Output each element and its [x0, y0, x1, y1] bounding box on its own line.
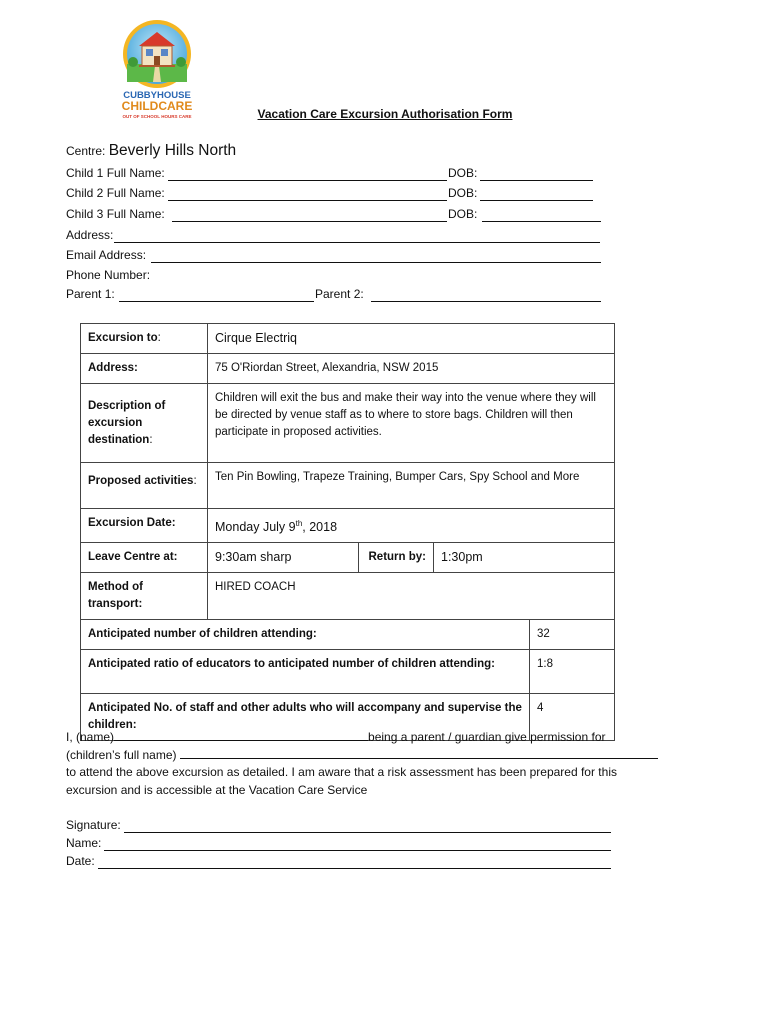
- excursion-to-value: Cirque Electriq: [208, 324, 615, 354]
- children-count-value: 32: [530, 620, 615, 650]
- signature-field[interactable]: [124, 832, 611, 833]
- table-row: [81, 620, 615, 650]
- leave-centre-value: 9:30am sharp: [208, 543, 359, 573]
- form-title: Vacation Care Excursion Authorisation Form: [257, 107, 513, 121]
- name-field[interactable]: [104, 850, 611, 851]
- permission-children-prefix: (children’s full name): [66, 748, 177, 762]
- child2-label: Child 2 Full Name:: [66, 186, 165, 200]
- address-field[interactable]: [114, 242, 600, 243]
- parent1-label: Parent 1:: [66, 287, 115, 301]
- parent2-label: Parent 2:: [315, 287, 364, 301]
- activities-value: Ten Pin Bowling, Trapeze Training, Bumper Cars, Spy School and More: [208, 463, 615, 509]
- transport-value: HIRED COACH: [208, 573, 615, 620]
- excursion-address-value: 75 O'Riordan Street, Alexandria, NSW 2015: [208, 354, 615, 384]
- excursion-details-table: [80, 323, 615, 741]
- phone-label: Phone Number:: [66, 268, 151, 282]
- excursion-date-label: Excursion Date:: [81, 509, 208, 543]
- child1-dob-field[interactable]: [480, 180, 593, 181]
- table-row: [81, 463, 615, 509]
- ratio-value: 1:8: [530, 650, 615, 694]
- return-by-value: 1:30pm: [434, 543, 615, 573]
- date-label: Date:: [66, 854, 95, 868]
- child1-dob-label: DOB:: [448, 166, 478, 180]
- centre-row: [66, 142, 236, 160]
- table-row: [81, 543, 615, 573]
- centre-label: Centre:: [66, 144, 106, 158]
- parent1-field[interactable]: [119, 301, 314, 302]
- address-label: Address:: [66, 228, 114, 242]
- child3-name-field[interactable]: [172, 221, 447, 222]
- logo-text-line1: CUBBYHOUSE: [123, 90, 191, 101]
- table-row: [81, 384, 615, 463]
- ratio-label: Anticipated ratio of educators to anticipated number of children attending:: [81, 650, 530, 694]
- table-row: [81, 573, 615, 620]
- leave-centre-label: Leave Centre at:: [81, 543, 208, 573]
- permission-name-field[interactable]: [114, 729, 368, 741]
- logo-text-line2: CHILDCARE: [121, 99, 193, 113]
- child1-label: Child 1 Full Name:: [66, 166, 165, 180]
- centre-value: Beverly Hills North: [108, 142, 237, 159]
- parent2-field[interactable]: [371, 301, 601, 302]
- permission-line-3: to attend the above excursion as detailed. I am aware that a risk assessment has been prepared for this: [66, 765, 617, 779]
- permission-name-suffix: being a parent / guardian give permission for: [368, 730, 606, 744]
- child3-dob-label: DOB:: [448, 207, 478, 221]
- description-value: Children will exit the bus and make their way into the venue where they will be directed by venue staff as to where to store bags. Children will then participate in proposed activities.: [208, 384, 615, 463]
- staff-label: Anticipated No. of staff and other adults who will accompany and supervise the children:: [81, 694, 530, 741]
- child3-dob-field[interactable]: [482, 221, 601, 222]
- email-label: Email Address:: [66, 248, 147, 262]
- date-field[interactable]: [98, 868, 611, 869]
- return-by-label: Return by:: [359, 543, 434, 573]
- child2-name-field[interactable]: [168, 200, 447, 201]
- staff-value: 4: [530, 694, 615, 741]
- permission-line-4: excursion and is accessible at the Vacation Care Service: [66, 783, 368, 797]
- child2-dob-label: DOB:: [448, 186, 478, 200]
- children-count-label: Anticipated number of children attending:: [81, 620, 530, 650]
- excursion-address-label: Address:: [81, 354, 208, 384]
- signature-label: Signature:: [66, 818, 121, 832]
- description-label: Description of excursion destination:: [81, 384, 208, 463]
- child1-name-field[interactable]: [168, 180, 447, 181]
- excursion-to-label: Excursion to:: [81, 324, 208, 354]
- table-row: [81, 650, 615, 694]
- child3-label: Child 3 Full Name:: [66, 207, 165, 221]
- activities-label: Proposed activities:: [81, 463, 208, 509]
- table-row: [81, 354, 615, 384]
- email-field[interactable]: [151, 262, 601, 263]
- permission-line-1: [66, 729, 606, 744]
- table-row: [81, 509, 615, 543]
- permission-line-2: [66, 747, 658, 762]
- child2-dob-field[interactable]: [480, 200, 593, 201]
- name-label: Name:: [66, 836, 102, 850]
- transport-label: Method of transport:: [81, 573, 208, 620]
- excursion-date-value: Monday July 9th, 2018: [208, 509, 615, 543]
- permission-name-prefix: I, (name): [66, 730, 115, 744]
- logo-text-line3: OUT OF SCHOOL HOURS CARE: [122, 114, 192, 119]
- permission-children-field[interactable]: [180, 747, 658, 759]
- table-row: [81, 324, 615, 354]
